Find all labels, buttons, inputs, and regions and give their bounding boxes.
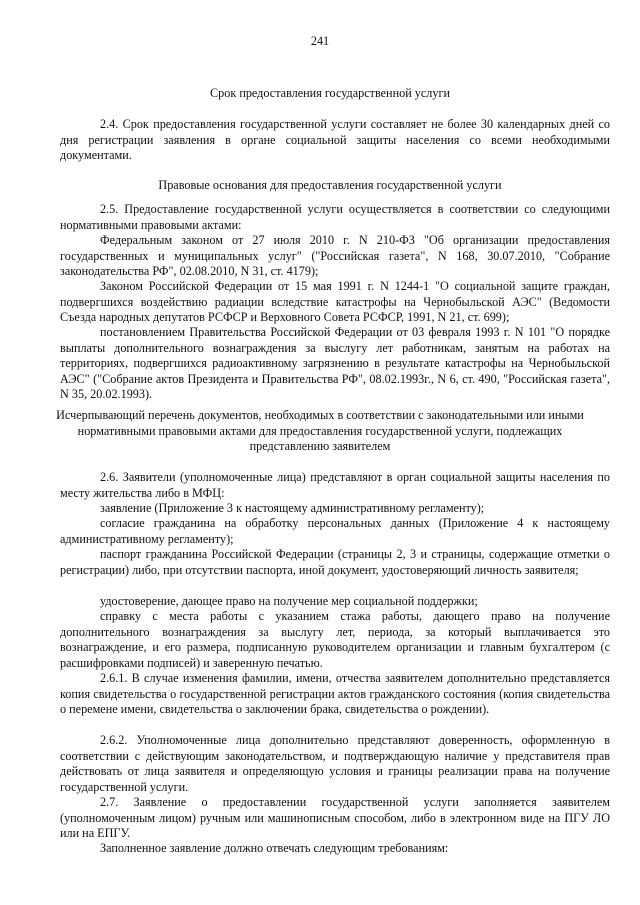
- section-heading-term: Срок предоставления государственной услуги: [210, 86, 450, 100]
- paragraph-2-4: 2.4. Срок предоставления государственной услуги составляет не более 30 календарных дней со дня регистрации заявления в органе социальной защиты населения со всеми необходимыми документами.: [60, 117, 610, 163]
- law-item-rf-law: Законом Российской Федерации от 15 мая 1991 г. N 1244-1 "О социальной защите граждан, подвергшихся воздействию радиации вследствие катастрофы на Чернобыльской АЭС" (Ведомости Съезда народных депутатов РСФСР и Верховного Совета РСФСР, 1991, N 21, ст. 699);: [60, 279, 610, 325]
- page-number: 241: [310, 34, 330, 48]
- section-heading-legal-basis: Правовые основания для предоставления государственной услуги: [158, 178, 502, 192]
- paragraph-2-6-2: 2.6.2. Уполномоченные лица дополнительно представляют доверенность, оформленную в соответствии с действующим законодательством, и подтверждающую наличие у представителя прав действовать от лица заявителя и определяющую условия и границы реализации права на получение государственной услуги.: [60, 733, 610, 794]
- law-item-federal-law: Федеральным законом от 27 июля 2010 г. N 210-ФЗ "Об организации предоставления государственных и муниципальных услуг" ("Российская газета", N 168, 30.07.2010, "Собрание законодательства РФ", 02.08.2010, N 31, ст. 4179);: [60, 233, 610, 279]
- document-item-application: заявление (Приложение 3 к настоящему административному регламенту);: [100, 501, 485, 515]
- document-item-passport: паспорт гражданина Российской Федерации (страницы 2, 3 и страницы, содержащие отметки о регистрации) либо, при отсутствии паспорта, иной документ, удостоверяющий личность заявителя;: [60, 547, 610, 577]
- paragraph-2-6: 2.6. Заявители (уполномоченные лица) представляют в орган социальной защиты населения по месту жительства либо в МФЦ:: [60, 470, 610, 500]
- document-item-consent: согласие гражданина на обработку персональных данных (Приложение 4 к настоящему административному регламенту);: [60, 516, 610, 546]
- law-item-government-decree: постановлением Правительства Российской Федерации от 03 февраля 1993 г. N 101 "О порядке выплаты дополнительного вознаграждения за выслугу лет работникам, занятым на работах на территориях, подвергшихся радиоактивному загрязнению в результате катастрофы на Чернобыльской АЭС" ("Собрание актов Президента и Правительства РФ", 08.02.1993г., N 6, ст. 490, "Российская газета", N 35, 20.02.1993).: [60, 325, 610, 402]
- paragraph-2-5: 2.5. Предоставление государственной услуги осуществляется в соответствии со следующими нормативными правовыми актами:: [60, 202, 610, 232]
- paragraph-requirements: Заполненное заявление должно отвечать следующим требованиям:: [100, 841, 449, 855]
- paragraph-2-6-1: 2.6.1. В случае изменения фамилии, имени, отчества заявителем дополнительно представляется копия свидетельства о государственной регистрации актов гражданского состояния (копия свидетельства о перемене имени, свидетельства о заключении брака, свидетельства о рождении).: [60, 671, 610, 717]
- document-item-certificate: удостоверение, дающее право на получение мер социальной поддержки;: [100, 594, 478, 608]
- section-heading-documents: Исчерпывающий перечень документов, необходимых в соответствии с законодательными или иными нормативными правовыми актами для предоставления государственной услуги, подлежащих представлению заявителем: [56, 408, 584, 454]
- document-item-work-reference: справку с места работы с указанием стажа работы, дающего право на получение дополнительного вознаграждения за выслугу лет, периода, за который выплачивается это вознаграждение, и его размера, подписанную руководителем организации и главным бухгалтером (с расшифровками подписей) и заверенную печатью.: [60, 609, 610, 670]
- paragraph-2-7: 2.7. Заявление о предоставлении государственной услуги заполняется заявителем (уполномоченным лицом) ручным или машинописным способом, либо в электронном виде на ПГУ ЛО или на ЕПГУ.: [60, 795, 610, 841]
